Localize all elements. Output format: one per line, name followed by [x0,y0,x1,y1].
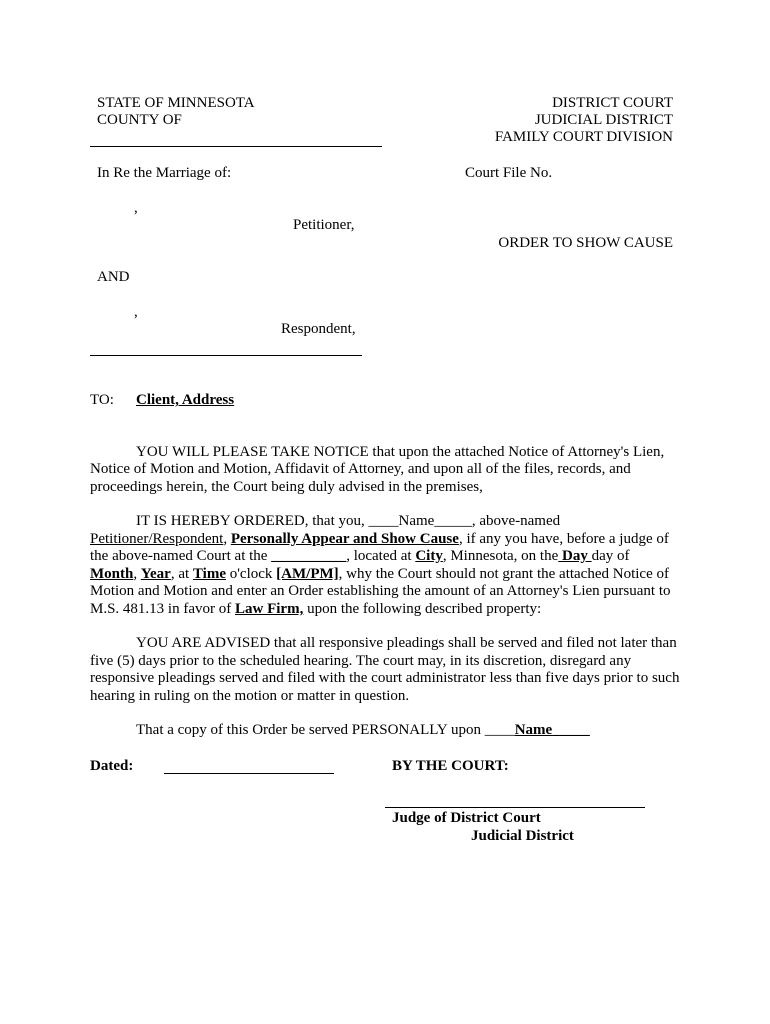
advised-line-3: responsive pleadings served and filed with the court administrator less than five days prior to such [90,670,680,686]
court-division: FAMILY COURT DIVISION [494,129,673,145]
to-label: TO: [90,392,114,408]
dated-label: Dated: [90,758,134,774]
petitioner-name-comma: , [134,200,138,216]
petitioner-respondent: Petitioner/Respondent [90,531,224,547]
city-field: City [415,548,443,564]
county-label: COUNTY OF [97,112,182,128]
advised-line-4: hearing in ruling on the motion or matter in question. [90,688,410,704]
caption-rule [90,355,362,356]
court-file-no: Court File No. [465,165,553,181]
party-name-blank: ____Name_____ [368,513,472,529]
judge-signature-line [385,807,645,808]
appear-show-cause: Personally Appear and Show Cause [230,531,459,547]
year-field: Year [140,566,171,582]
order-line-4: Month, Year, at Time o'clock [AM/PM], why the Court should not grant the attached Notice of [90,566,669,582]
order-line-5: Motion and Motion and enter an Order establishing the amount of an Attorney's Lien pursuant to [90,583,671,599]
and-label: AND [97,269,130,285]
month-field: Month [90,566,134,582]
order-line-2: Petitioner/Respondent, Personally Appear and Show Cause, if any you have, before a judge of [90,531,669,547]
by-the-court-label: BY THE COURT: [392,758,509,774]
order-line-1: IT IS HEREBY ORDERED, that you, ____Name_____, above-named [136,513,561,529]
time-field: Time [192,566,226,582]
served-name-field: Name [514,722,553,738]
am-pm-field: [AM/PM] [276,566,339,582]
order-line-3: the above-named Court at the __________, located at City, Minnesota, on the Day day of [90,548,630,564]
state-name: STATE OF MINNESOTA [97,95,255,111]
respondent-name-comma: , [134,304,138,320]
judicial-district-label: Judicial District [471,828,574,844]
law-firm-field: Law Firm, [235,601,304,617]
date-signature-line [164,773,334,774]
respondent-label: Respondent, [281,321,356,337]
to-recipient: Client, Address [136,392,235,408]
county-rule [90,146,382,147]
judge-title: Judge of District Court [392,810,541,826]
order-line-6: M.S. 481.13 in favor of Law Firm, upon the following described property: [90,601,542,617]
day-field: Day [558,548,592,564]
petitioner-label: Petitioner, [293,217,355,233]
document-title: ORDER TO SHOW CAUSE [498,235,673,251]
advised-line-1: YOU ARE ADVISED that all responsive pleadings shall be served and filed not later than [136,635,677,651]
in-re-label: In Re the Marriage of: [97,165,232,181]
notice-line-3: proceedings herein, the Court being duly advised in the premises, [90,479,483,495]
service-line: That a copy of this Order be served PERSONALLY upon ____Name_____ [136,722,590,738]
court-name: DISTRICT COURT [552,95,673,111]
notice-line-1: YOU WILL PLEASE TAKE NOTICE that upon the attached Notice of Attorney's Lien, [136,444,665,460]
judicial-district: JUDICIAL DISTRICT [534,112,673,128]
notice-line-2: Notice of Motion and Motion, Affidavit of Attorney, and upon all of the files, records, and [90,461,631,477]
location-blank: __________ [271,548,347,564]
advised-line-2: five (5) days prior to the scheduled hearing. The court may, in its discretion, disregard any [90,653,632,669]
